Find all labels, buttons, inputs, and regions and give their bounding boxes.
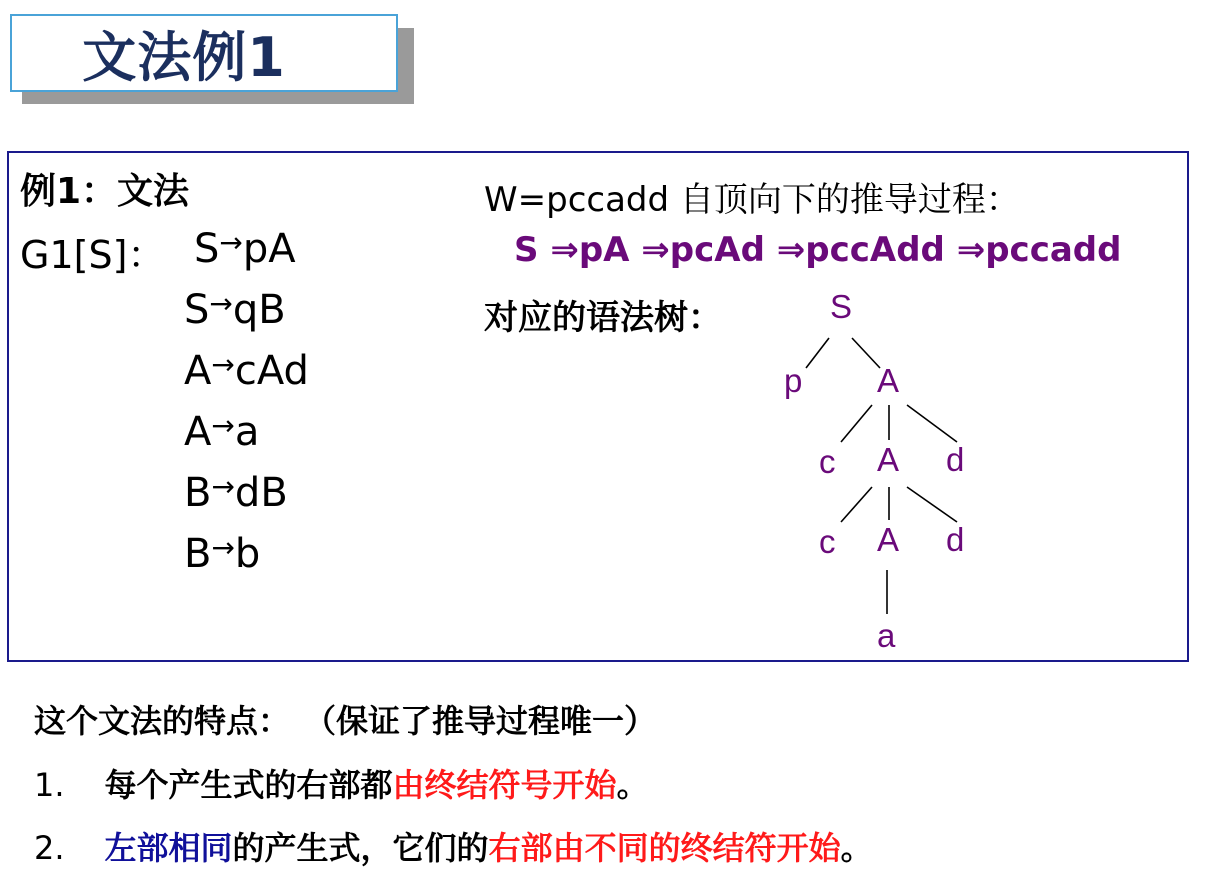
production-6: B→b — [184, 531, 261, 577]
tree-edge — [852, 338, 880, 368]
slide-title: 文法例1 — [82, 25, 286, 89]
tree-node-A3: A — [877, 521, 900, 558]
production-3: A→cAd — [184, 348, 309, 394]
grammar-name: G1[S]： — [20, 233, 166, 277]
tree-edge — [806, 338, 829, 368]
arrow-icon: → — [211, 531, 235, 564]
production-4: A→a — [184, 409, 260, 455]
tree-edge — [841, 405, 872, 442]
features-heading: 这个文法的特点： （保证了推导过程唯一） — [34, 702, 657, 740]
arrow-icon: → — [211, 409, 235, 442]
tree-edge — [841, 487, 872, 522]
example-heading: 例1：文法 — [20, 171, 190, 212]
feature-item-2: 2. 左部相同的产生式，它们的右部由不同的终结符开始。 — [34, 829, 873, 867]
tree-intro: 对应的语法树： — [484, 298, 722, 338]
tree-node-d2: d — [946, 521, 965, 558]
tree-node-c2: c — [819, 523, 836, 560]
tree-node-d1: d — [946, 441, 965, 478]
arrow-icon: → — [211, 470, 235, 503]
arrow-icon: → — [219, 226, 243, 259]
feature-item-1: 1. 每个产生式的右部都由终结符号开始。 — [34, 766, 649, 804]
arrow-icon: → — [209, 287, 233, 320]
production-2: S→qB — [184, 287, 286, 333]
features-note: （保证了推导过程唯一） — [320, 702, 657, 740]
arrow-icon: → — [211, 348, 235, 381]
derivation-sequence: S ⇒pA ⇒pcAd ⇒pccAdd ⇒pccadd — [514, 230, 1122, 270]
tree-node-A2: A — [877, 441, 900, 478]
tree-node-c1: c — [819, 443, 836, 480]
tree-edge — [907, 487, 957, 522]
production-5: B→dB — [184, 470, 288, 516]
tree-node-A1: A — [877, 362, 900, 399]
production-1: S→pA — [194, 226, 296, 272]
tree-edge — [907, 405, 957, 442]
tree-node-root: S — [830, 288, 853, 325]
tree-node-p: p — [784, 362, 803, 399]
derivation-intro: W=pccadd 自顶向下的推导过程： — [484, 180, 1020, 220]
tree-node-a: a — [877, 617, 896, 654]
